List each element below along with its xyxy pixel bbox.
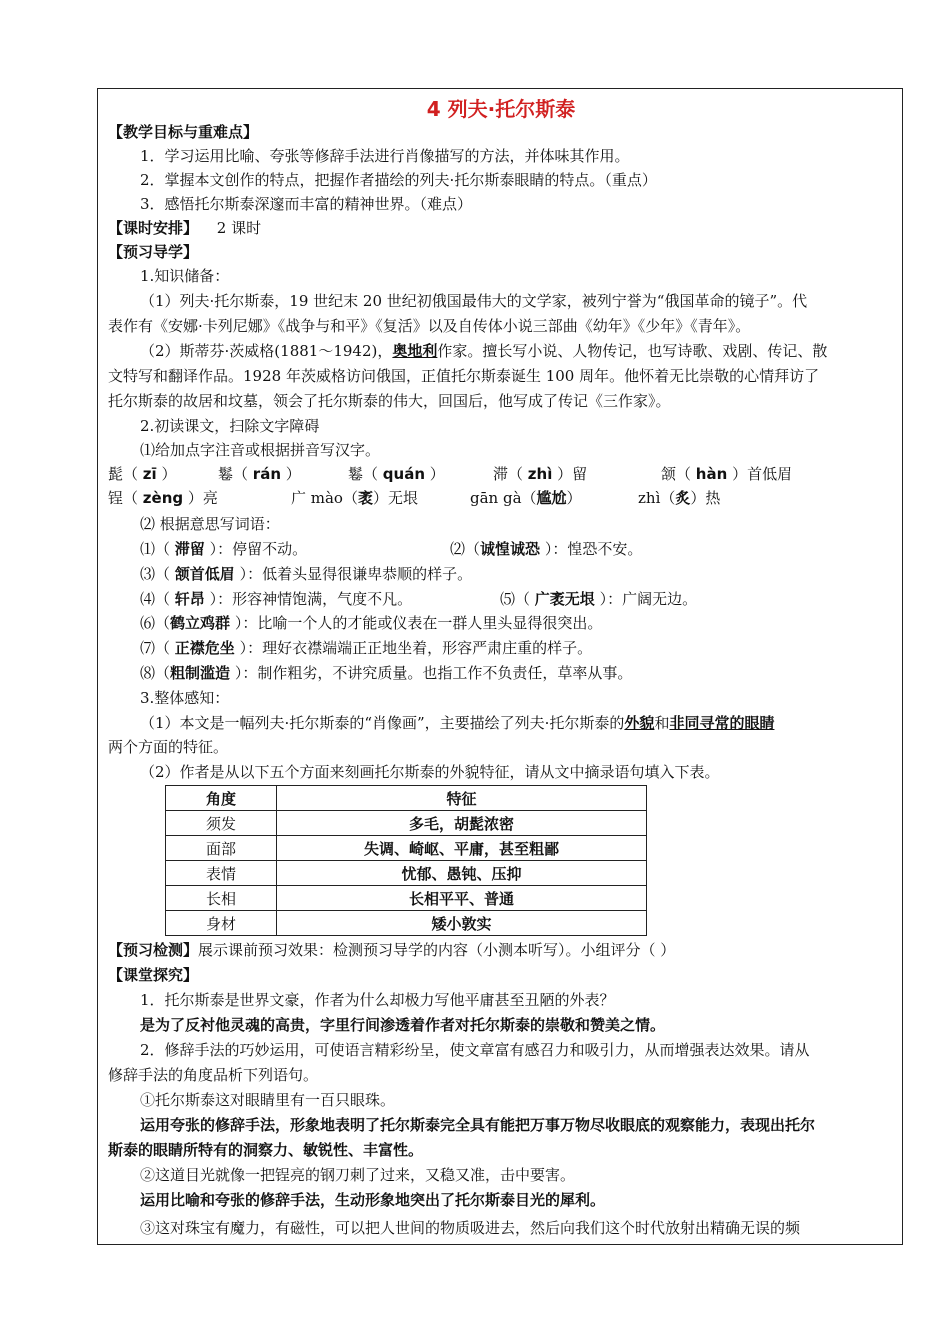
phonetic-title: ⑴给加点字注音或根据拼音写汉字。 [140,441,381,459]
vocab-item [140,538,307,560]
schedule-header: 【课时安排】 [108,219,199,237]
table-cell: 表情 [166,861,277,886]
overall-title: 3.整体感知： [140,689,230,707]
table-cell: 身材 [166,911,277,936]
phonetic-answer: hàn [695,465,728,483]
vocab-def: ）：理好衣襟端端正正地坐着，形容严肃庄重的样子。 [239,639,593,657]
vocab-def: ）：广阔无边。 [599,590,698,608]
check-line [108,939,675,961]
vocab-item [140,637,592,659]
phonetic-char: 滞（ [493,465,524,483]
vocab-num: ⑹（ [140,614,171,632]
phonetic-answer: quán [382,465,426,483]
vocab-def: ）：惶恐不安。 [544,540,643,558]
vocab-num: ⑴（ [140,540,171,558]
explore-header: 【课堂探究】 [108,966,199,984]
vocab-num: ⑶（ [140,565,171,583]
schedule-value: 2 课时 [216,219,262,237]
vocab-def: ）：比喻一个人的才能或仪表在一群人里头显得很突出。 [234,614,603,632]
phonetic-item [470,487,582,509]
schedule-line [108,217,261,239]
overall-1-answer-a: 外貌 [624,714,655,732]
vocab-item [500,588,697,610]
vocab-item [140,612,602,634]
table-row [166,911,647,936]
check-header: 【预习检测】 [108,941,199,959]
phonetic-close: ） [285,465,301,483]
phonetic-answer: zhì [527,465,553,483]
phonetic-answer: 袤 [357,489,373,507]
phonetic-close: ）亮 [187,489,218,507]
vocab-def: ）：低着头显得很谦卑恭顺的样子。 [239,565,473,583]
page-title: 4 列夫·托尔斯泰 [426,97,576,121]
phonetic-item [661,463,792,485]
knowledge-2-cont: 托尔斯泰的故居和坟墓，领会了托尔斯泰的伟大，回国后，他写成了传记《三作家》。 [108,392,671,410]
overall-1 [140,712,774,734]
vocab-def: ）：制作粗劣，不讲究质量。也指工作不负责任，草率从事。 [234,664,633,682]
table-header-row [166,786,647,811]
vocab-num: ⑵（ [450,540,481,558]
phonetic-close: ）热 [690,489,721,507]
vocab-word: 正襟危坐 [174,639,235,657]
table-cell: 须发 [166,811,277,836]
phonetic-item [108,487,218,509]
knowledge-title: 1.知识储备： [140,267,230,285]
table-header: 特征 [277,786,647,811]
knowledge-2-country: 奥地利 [392,342,438,360]
table-cell: 长相平平、普通 [277,886,647,911]
phonetic-close: ）首低眉 [732,465,793,483]
phonetic-answer: 炙 [675,489,691,507]
vocab-word: 鹤立鸡群 [170,614,231,632]
knowledge-2-pre: （2）斯蒂芬·茨威格(1881～1942)， [140,342,393,360]
phonetic-item [291,487,418,509]
phonetic-char: zhì（ [638,489,676,507]
knowledge-1: （1）列夫·托尔斯泰，19 世纪末 20 世纪初俄国最伟大的文学家，被列宁誉为“俄国革命的镜子”。代 [140,292,808,310]
overall-2: （2）作者是从以下五个方面来刻画托尔斯泰的外貌特征，请从文中摘录语句填入下表。 [140,763,720,781]
phonetic-close: ） [161,465,177,483]
vocab-def: ）：停留不动。 [209,540,308,558]
question-2-cont: 修辞手法的角度品析下列语句。 [108,1066,319,1084]
table-row [166,836,647,861]
sentence-3: ③这对珠宝有魔力，有磁性，可以把人世间的物质吸进去，然后向我们这个时代放射出精确无误的频 [140,1219,801,1237]
phonetic-item [638,487,720,509]
phonetic-char: 鬈（ [218,465,249,483]
vocab-num: ⑻（ [140,664,171,682]
phonetic-item [108,463,176,485]
phonetic-answer: zèng [142,489,184,507]
vocab-item [450,538,642,560]
phonetic-char: gān gà（ [470,489,537,507]
table-row [166,861,647,886]
vocab-word: 轩昂 [174,590,205,608]
goals-header: 【教学目标与重难点】 [108,123,259,141]
knowledge-1-cont: 表作有《安娜·卡列尼娜》《战争与和平》《复活》以及自传体小说三部曲《幼年》《少年》《青年》。 [108,317,751,335]
table-cell: 失调、崎岖、平庸，甚至粗鄙 [277,836,647,861]
vocab-word: 滞留 [174,540,205,558]
knowledge-2-cont: 文特写和翻译作品。1928 年茨威格访问俄国，正值托尔斯泰诞生 100 周年。他怀着无比崇敬的心情拜访了 [108,367,820,385]
goal-item: 1．学习运用比喻、夸张等修辞手法进行肖像描写的方法，并体味其作用。 [140,147,630,165]
table-header: 角度 [166,786,277,811]
phonetic-char: 髭（ [108,465,139,483]
sentence-2: ②这道目光就像一把锃亮的钢刀刺了过来，又稳又准，击中要害。 [140,1166,576,1184]
document-frame [97,88,903,1245]
answer-sentence-2: 运用比喻和夸张的修辞手法，生动形象地突出了托尔斯泰目光的犀利。 [140,1191,606,1209]
vocab-def: ）：形容神情饱满，气度不凡。 [209,590,413,608]
phonetic-close: ） [566,489,582,507]
vocab-num: ⑷（ [140,590,171,608]
vocab-num: ⑺（ [140,639,171,657]
phonetic-answer: zī [142,465,157,483]
question-1: 1．托尔斯泰是世界文豪，作者为什么却极力写他平庸甚至丑陋的外表？ [140,991,615,1009]
phonetic-char: 广 mào（ [291,489,358,507]
vocab-word: 广袤无垠 [534,590,595,608]
answer-1: 是为了反衬他灵魂的高贵，字里行间渗透着作者对托尔斯泰的崇敬和赞美之情。 [140,1016,666,1034]
phonetic-item [218,463,301,485]
overall-1-and: 和 [654,714,670,732]
knowledge-2 [140,340,827,362]
table-row [166,886,647,911]
preview-header: 【预习导学】 [108,243,199,261]
goal-item: 3．感悟托尔斯泰深邃而丰富的精神世界。（难点） [140,195,473,213]
phonetic-answer: rán [252,465,281,483]
table-cell: 多毛，胡髭浓密 [277,811,647,836]
phonetic-close: ）无垠 [372,489,418,507]
knowledge-2-post: 作家。擅长写小说、人物传记，也写诗歌、戏剧、传记、散 [437,342,828,360]
table-cell: 忧郁、愚钝、压抑 [277,861,647,886]
check-text: 展示课前预习效果：检测预习导学的内容（小测本听写）。小组评分（ ） [198,941,676,959]
goal-item: 2．掌握本文创作的特点，把握作者描绘的列夫·托尔斯泰眼睛的特点。（重点） [140,171,657,189]
reading-title: 2.初读课文，扫除文字障碍 [140,417,320,435]
vocab-num: ⑸（ [500,590,531,608]
phonetic-char: 鬈（ [348,465,379,483]
phonetic-char: 锃（ [108,489,139,507]
table-cell: 长相 [166,886,277,911]
answer-sentence-1-cont: 斯泰的眼睛所特有的洞察力、敏锐性、丰富性。 [108,1141,424,1159]
overall-1-answer-b: 非同寻常的眼睛 [669,714,775,732]
vocab-word: 粗制滥造 [170,664,231,682]
phonetic-answer: 尴尬 [536,489,567,507]
question-2: 2．修辞手法的巧妙运用，可使语言精彩纷呈，使文章富有感召力和吸引力，从而增强表达效果。请从 [140,1041,810,1059]
table-row [166,811,647,836]
overall-1-cont: 两个方面的特征。 [108,738,229,756]
phonetic-close: ）留 [557,465,588,483]
vocab-word: 颔首低眉 [174,565,235,583]
phonetic-close: ） [429,465,445,483]
table-cell: 面部 [166,836,277,861]
table-cell: 矮小敦实 [277,911,647,936]
sentence-1: ①托尔斯泰这对眼睛里有一百只眼珠。 [140,1091,396,1109]
answer-sentence-1: 运用夸张的修辞手法，形象地表明了托尔斯泰完全具有能把万事万物尽收眼底的观察能力，表现出托尔 [140,1116,816,1134]
vocab-item [140,588,412,610]
feature-table [165,785,647,936]
phonetic-item [348,463,445,485]
vocab-word: 诚惶诚恐 [480,540,541,558]
overall-1-pre: （1）本文是一幅列夫·托尔斯泰的“肖像画”，主要描绘了列夫·托尔斯泰的 [140,714,625,732]
vocab-item [140,662,632,684]
vocab-item [140,563,472,585]
vocab-title: ⑵ 根据意思写词语： [140,515,280,533]
phonetic-char: 颔（ [661,465,692,483]
phonetic-item [493,463,587,485]
